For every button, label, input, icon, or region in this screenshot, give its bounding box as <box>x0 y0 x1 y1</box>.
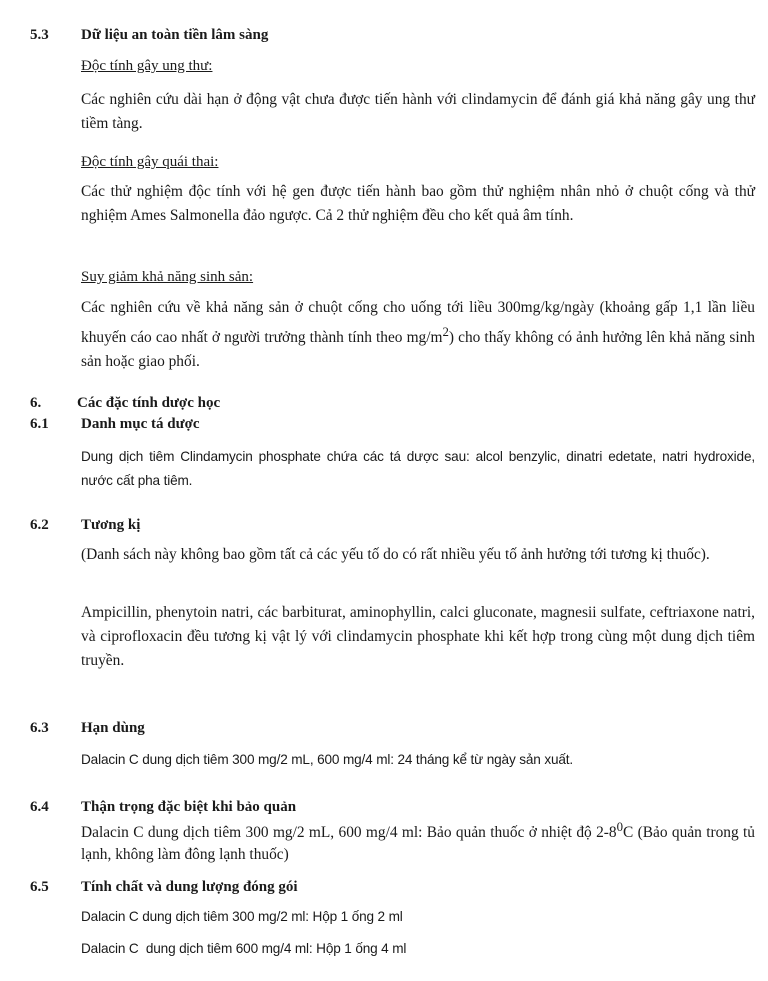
section-6-3-number: 6.3 <box>30 720 49 736</box>
fertility-text-before: Các nghiên cứu về khả năng sản ở chuột cống cho uống tới liều 300mg/kg/ngày (khoảng gấp 1,1 lần liều khuyến cáo cao nhất ở người trưởng thành tính theo mg/m <box>81 299 755 347</box>
storage-superscript: 0 <box>616 820 624 834</box>
section-6-5-title: Tính chất và dung lượng đóng gói <box>81 879 298 895</box>
shelf-life-text: Dalacin C dung dịch tiêm 300 mg/2 mL, 600 mg/4 ml: 24 tháng kể từ ngày sản xuất. <box>81 752 574 767</box>
packaging-line-1: Dalacin C dung dịch tiêm 300 mg/2 ml: Hộp 1 ống 2 ml <box>81 909 403 924</box>
carcinogenicity-text: Các nghiên cứu dài hạn ở động vật chưa được tiến hành với clindamycin để đánh giá khả năng gây ung thư tiềm tàng. <box>81 91 755 132</box>
section-6-4-number: 6.4 <box>30 799 49 815</box>
fertility-heading: Suy giảm khả năng sinh sản: <box>81 269 254 285</box>
section-5-3-title: Dữ liệu an toàn tiền lâm sàng <box>81 27 269 43</box>
packaging-line-2: Dalacin C dung dịch tiêm 600 mg/4 ml: Hộp 1 ống 4 ml <box>81 941 407 956</box>
section-6-2-title: Tương kị <box>81 517 141 533</box>
fertility-text <box>81 296 755 374</box>
carcinogenicity-heading: Độc tính gây ung thư: <box>81 58 213 74</box>
storage-text-after: C (Bảo quản trong tủ lạnh, không làm đông lạnh thuốc) <box>81 824 756 864</box>
section-6-1-number: 6.1 <box>30 416 49 432</box>
section-6-title: Các đặc tính dược học <box>77 395 221 411</box>
teratogenicity-text: Các thử nghiệm độc tính với hệ gen được tiến hành bao gồm thử nghiệm nhân nhỏ ở chuột cống và thử nghiệm Ames Salmonella đảo ngược. Cả 2 thử nghiệm đều cho kết quả âm tính. <box>81 183 755 224</box>
section-6-2-number: 6.2 <box>30 517 49 533</box>
teratogenicity-heading: Độc tính gây quái thai: <box>81 154 219 170</box>
incompatibility-note: (Danh sách này không bao gồm tất cả các yếu tố do có rất nhiều yếu tố ảnh hưởng tới tương kị thuốc). <box>81 546 710 563</box>
storage-text-before: Dalacin C dung dịch tiêm 300 mg/2 mL, 600 mg/4 ml: Bảo quản thuốc ở nhiệt độ 2-8 <box>81 824 617 842</box>
fertility-text-after: ) cho thấy không có ảnh hưởng lên khả năng sinh sản hoặc giao phối. <box>81 329 755 371</box>
section-6-4-title: Thận trọng đặc biệt khi bảo quản <box>81 799 297 815</box>
incompatibility-text: Ampicillin, phenytoin natri, các barbiturat, aminophyllin, calci gluconate, magnesii sulfate, ceftriaxone natri, và ciprofloxacin đều tương kị vật lý với clindamycin phosphate khi kết hợp trong cùng một dung dịch tiêm truyền. <box>81 604 755 669</box>
storage-text <box>81 816 755 866</box>
section-6-number: 6. <box>30 395 42 411</box>
excipients-text: Dung dịch tiêm Clindamycin phosphate chứa các tá dược sau: alcol benzylic, dinatri edetate, natri hydroxide, nước cất pha tiêm. <box>81 449 755 488</box>
section-6-5-number: 6.5 <box>30 879 49 895</box>
section-6-3-title: Hạn dùng <box>81 720 145 736</box>
fertility-superscript: 2 <box>442 325 449 339</box>
section-6-1-title: Danh mục tá dược <box>81 416 200 432</box>
section-5-3-number: 5.3 <box>30 27 49 43</box>
